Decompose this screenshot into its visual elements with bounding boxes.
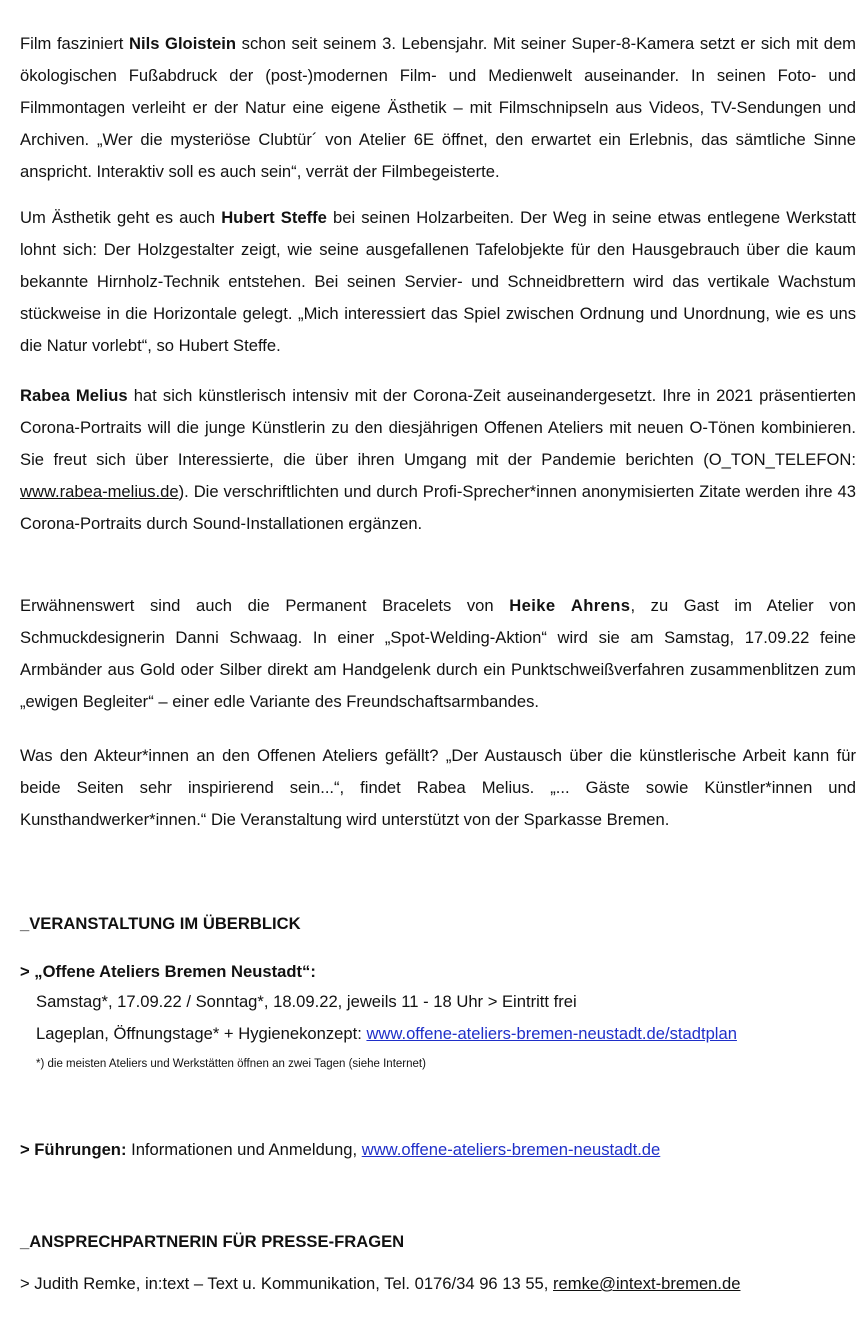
press-contact	[20, 1272, 740, 1296]
overview-heading: _VERANSTALTUNG IM ÜBERBLICK	[20, 914, 301, 933]
paragraph-rabea-melius	[20, 380, 856, 540]
tours-line	[20, 1138, 660, 1162]
paragraph-text: Film fasziniert	[20, 34, 129, 53]
contact-text: > Judith Remke, in:text – Text u. Kommunikation, Tel. 0176/34 96 13 55,	[20, 1274, 554, 1293]
paragraph-text: , zu Gast im Atelier von Schmuckdesignerin Danni Schwaag. In einer „Spot-Welding-Aktion“ wird sie am Samstag, 17.09.22 feine Armbänder aus Gold oder Silber direkt am Handgelenk durch ein Punktschweißverfahren zusammenblitzen zum „ewigen Begleiter“ – einer edle Variante des Freundschaftsarmbandes.	[20, 596, 856, 711]
lageplan-label: Lageplan, Öffnungstage* + Hygienekonzept:	[36, 1024, 367, 1043]
paragraph-nils-gloistein	[20, 28, 856, 188]
artist-name: Hubert Steffe	[221, 208, 327, 227]
paragraph-heike-ahrens	[20, 590, 856, 718]
paragraph-text: Um Ästhetik geht es auch	[20, 208, 222, 227]
paragraph-text: schon seit seinem 3. Lebensjahr. Mit seiner Super-8-Kamera setzt er sich mit dem ökologischen Fußabdruck der (post-)modernen Film- und Medienwelt auseinander. In seinen Foto- und Filmmontagen verleiht er der Natur eine eigene Ästhetik – mit Filmschnipseln aus Videos, TV-Sendungen und Archiven. „Wer die mysteriöse Clubtür´ von Atelier 6E öffnet, den erwartet ein Erlebnis, das sämtliche Sinne anspricht. Interaktiv soll es auch sein“, verrät der Filmbegeisterte.	[20, 34, 856, 181]
paragraph-closing	[20, 740, 856, 836]
rabea-melius-link[interactable]: www.rabea-melius.de	[20, 482, 179, 501]
artist-name: Nils Gloistein	[128, 34, 237, 53]
artist-name: Rabea Melius	[20, 386, 128, 405]
stadtplan-link[interactable]: www.offene-ateliers-bremen-neustadt.de/stadtplan	[366, 1024, 737, 1043]
footnote: *) die meisten Ateliers und Werkstätten öffnen an zwei Tagen (siehe Internet)	[36, 1058, 426, 1070]
artist-name: Heike Ahrens	[509, 596, 631, 615]
paragraph-text: bei seinen Holzarbeiten. Der Weg in seine etwas entlegene Werkstatt lohnt sich: Der Holzgestalter zeigt, wie seine ausgefallenen Tafelobjekte für den Hausgebrauch über die kaum bekannte Hirnholz-Technik entstehen. Bei seinen Servier- und Schneidbrettern wird das vertikale Wachstum stückweise in die Horizontale gelegt. „Mich interessiert das Spiel zwischen Ordnung und Unordnung, wie es uns die Natur vorlebt“, so Hubert Steffe.	[20, 208, 856, 355]
event-dates: Samstag*, 17.09.22 / Sonntag*, 18.09.22, jeweils 11 - 18 Uhr > Eintritt frei	[36, 992, 577, 1011]
email-link[interactable]: remke@intext-bremen.de	[553, 1274, 741, 1293]
paragraph-text: hat sich künstlerisch intensiv mit der Corona-Zeit auseinandergesetzt. Ihre in 2021 präsentierten Corona-Portraits will die junge Künstlerin zu den diesjährigen Offenen Ateliers mit neuen O-Tönen kombinieren. Sie freut sich über Interessierte, die über ihren Umgang mit der Pandemie berichten (O_TON_TELEFON:	[20, 386, 856, 469]
website-link[interactable]: www.offene-ateliers-bremen-neustadt.de	[361, 1140, 661, 1159]
tours-text: Informationen und Anmeldung,	[126, 1140, 362, 1159]
event-title: > „Offene Ateliers Bremen Neustadt“:	[20, 962, 316, 981]
paragraph-text: Was den Akteur*innen an den Offenen Ateliers gefällt? „Der Austausch über die künstlerische Arbeit kann für beide Seiten sehr inspirierend sein...“, findet Rabea Melius. „... Gäste sowie Künstler*innen und Kunsthandwerker*innen.“ Die Veranstaltung wird unterstützt von der Sparkasse Bremen.	[20, 746, 856, 829]
paragraph-text: Erwähnenswert sind auch die Permanent Bracelets von	[20, 596, 510, 615]
press-heading: _ANSPRECHPARTNERIN FÜR PRESSE-FRAGEN	[20, 1232, 405, 1251]
tours-label: > Führungen:	[20, 1140, 127, 1159]
paragraph-hubert-steffe	[20, 202, 856, 362]
lageplan-line	[36, 1022, 737, 1046]
paragraph-text: ). Die verschriftlichten und durch Profi-Sprecher*innen anonymisierten Zitate werden ihre 43 Corona-Portraits durch Sound-Installationen ergänzen.	[20, 482, 856, 533]
